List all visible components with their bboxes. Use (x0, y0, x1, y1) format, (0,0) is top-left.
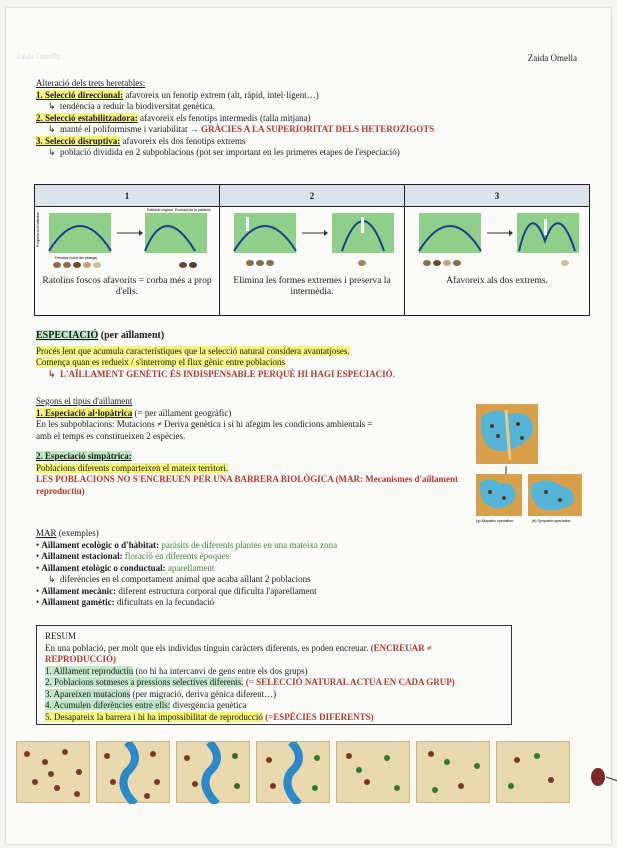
mar-item-name: Aïllament gamètic: (41, 597, 115, 608)
selection-2-sub-text: manté el poliformisme i variabilitat → (60, 124, 199, 135)
especiacio-section (36, 330, 584, 380)
selection-3-sub-text: població dividida en 2 subpoblacions (pot ser important en les primeres etapes de l'especiació) (60, 147, 400, 158)
mar-item-desc: aparellament (165, 562, 215, 573)
selection-1-sub (36, 101, 584, 113)
selection-2-desc: afavoreix els fenotips intermedis (talla mitjana) (137, 112, 311, 123)
tipus-section (36, 396, 476, 497)
return-arrow-icon: ↳ (48, 368, 56, 379)
mar-item-name: Aïllament ecològic o d'hàbitat: (41, 539, 160, 550)
resum-intro-note: (ENCREUAR ≠ REPRODUCCIÓ) (45, 642, 432, 665)
strip-tile-4 (256, 741, 330, 803)
selection-2-sub (36, 124, 584, 136)
column-caption: Ratolins foscos afavorits = corba més a prop d'ells. (42, 276, 212, 298)
return-arrow-icon: ↳ (48, 124, 56, 135)
selection-3-name: 3. Selecció disruptiva: (36, 135, 121, 146)
column-caption: Elimina les formes extremes i preserva la intermèdia. (233, 276, 391, 298)
mar-suffix: (exemples) (56, 528, 99, 538)
selection-2-name: 2. Selecció estabilitzadora: (36, 112, 138, 123)
simpatrica-line-1 (36, 463, 476, 475)
illus-label-allopatric: (a) Allopatric speciation (476, 519, 514, 523)
illus-label-sympatric: (b) Sympatric speciation (532, 519, 571, 523)
fig-x-axis: Fenotips (color del pelatge) (55, 256, 98, 260)
especiacio-suffix: (per aïllament) (98, 330, 165, 341)
especiacio-line-3 (36, 369, 584, 381)
table-column-3 (405, 185, 589, 315)
fig-label-original: Població original (147, 208, 173, 212)
resum-intro-text: En una població, per molt que els individus tinguin caràcters diferents, es poden encreuar. (45, 642, 369, 653)
directional-figure (35, 207, 219, 273)
resum-step (45, 689, 503, 701)
resum-step-tail: (= SELECCIÓ NATURAL ACTUA EN CADA GRUP) (243, 677, 455, 688)
resum-box (36, 625, 512, 725)
alopatrica-desc: (= per aïllament geogràfic) (132, 407, 232, 418)
alopatrica-line-2: amb el temps es constitueixen 2 espècies. (36, 430, 186, 441)
ghost-header: Zaida Omella (16, 52, 60, 61)
speciation-strip (16, 741, 606, 803)
return-arrow-icon: ↳ (48, 574, 56, 585)
mar-item: • Aïllament estacional: floració en diferents èpoques (36, 551, 230, 562)
strip-tile-beetles (576, 741, 617, 803)
tipus-title: Segons el tipus d'aïllament (36, 396, 133, 406)
especiacio-line-2 (36, 357, 584, 369)
selection-1-name: 1. Selecció direccional: (36, 89, 124, 100)
mar-item-name: Aïllament mecànic: (41, 585, 117, 596)
resum-step (45, 666, 503, 678)
simpatrica-line-1-text: Poblacions diferents comparteixen el mateix territori. (36, 462, 228, 473)
fig-y-axis: Freqüència d'individus (36, 212, 40, 247)
resum-step-tail: (=ESPÈCIES DIFERENTS) (262, 711, 374, 722)
alteracio-section (36, 78, 584, 159)
table-column-2 (220, 185, 405, 315)
especiacio-heading (36, 330, 584, 343)
especiacio-title: ESPECIACIÓ (36, 330, 99, 341)
mar-item: • Aïllament ecològic o d'hàbitat: paràsits de diferents plantes en una mateixa zona (36, 539, 338, 550)
selection-3 (36, 136, 584, 148)
column-number: 1 (35, 185, 219, 207)
resum-step-tail: divergència genètica (170, 700, 247, 711)
mar-section (36, 528, 584, 609)
simpatrica-barrier: LES POBLACIONS NO S'ENCREUEN PER UNA BARRERA BIOLÒGICA (MAR: Mecanismes d'aïllament reproductiu) (36, 474, 459, 496)
selection-3-desc: afavoreix els dos fenotips extrems (120, 135, 246, 146)
especiacio-line-1-text: Procés lent que acumula característiques que la selecció natural considera avantatjoses. (36, 345, 350, 356)
especiacio-line-2-text: Comença quan es redueix / s'interromp el flux gènic entre poblacions (36, 357, 286, 368)
strip-tile-1 (16, 741, 90, 803)
simpatrica-heading (36, 451, 476, 463)
mar-item: • Aïllament etològic o conductual: aparellament (36, 562, 215, 573)
resum-step-text: 3. Apareixen mutacions (45, 688, 131, 699)
alteracio-title: Alteració dels trets heretables: (36, 78, 146, 88)
mar-item-name: Aïllament estacional: (41, 551, 123, 562)
strip-tile-2 (96, 741, 170, 803)
strip-tile-6 (416, 741, 490, 803)
disruptive-figure (405, 207, 589, 273)
mar-item-desc: floració en diferents èpoques (122, 551, 230, 562)
resum-step (45, 677, 503, 689)
especiacio-line-1 (36, 346, 584, 358)
selection-1-desc: afavoreix un fenotip extrem (alt, ràpid, intel·ligent…) (123, 89, 319, 100)
resum-title: RESUM (45, 631, 77, 641)
column-number: 2 (220, 185, 404, 207)
selection-table (34, 184, 590, 316)
resum-step-tail: (no hi ha intercanvi de gens entre els dos grups) (133, 665, 308, 676)
heterozygote-note: GRÀCIES A LA SUPERIORITAT DELS HETEROZIGOTS (198, 124, 435, 135)
resum-step-tail: (per migració, deriva gènica diferent…) (130, 688, 277, 699)
column-caption: Afavoreix als dos extrems. (446, 276, 548, 286)
simpatrica-name: 2. Especiació simpàtrica: (36, 451, 132, 462)
author-name: Zaida Omella (527, 53, 577, 63)
selection-1 (36, 90, 584, 102)
mar-item-desc: paràsits de diferents plantes en una mateixa zona (159, 539, 338, 550)
selection-3-sub (36, 147, 584, 159)
resum-step-text: 1. Aïllament reproductiu (45, 665, 134, 676)
mar-title: MAR (36, 528, 57, 538)
table-column-1 (35, 185, 220, 315)
resum-step-text: 5. Desapareix la barrera i hi ha impossibilitat de reproducció (45, 711, 263, 722)
resum-step-text: 4. Acumulen diferències entre ells: (45, 700, 171, 711)
mar-item-sub-text: diferències en el comportament animal que acaba aïllant 2 poblacions (60, 574, 311, 585)
strip-tile-5 (336, 741, 410, 803)
resum-step (45, 700, 503, 712)
strip-tile-3 (176, 741, 250, 803)
mar-item: • Aïllament mecànic: diferent estructura corporal que dificulta l'aparellament (36, 585, 317, 596)
alopatrica-heading (36, 408, 476, 420)
column-number: 3 (405, 185, 589, 207)
mar-item: • Aïllament gamètic: dificultats en la fecundació (36, 597, 215, 608)
especiacio-key-point: L'AÏLLAMENT GENÈTIC ÉS INDISPENSABLE PERQUÈ HI HAGI ESPECIACIÓ. (60, 368, 395, 379)
mar-item-name: Aïllament etològic o conductual: (41, 562, 166, 573)
mar-heading (36, 528, 584, 540)
fig-label-evolved: Evolució de la població (175, 208, 211, 212)
alopatrica-line-1: En les subpoblacions: Mutacions ≠ Deriva genètica i si hi afegim les condicions ambientals = (36, 419, 373, 430)
stabilizing-figure (220, 207, 404, 273)
resum-intro (45, 643, 503, 666)
mar-item-sub (36, 574, 584, 586)
mar-item-desc: diferent estructura corporal que dificulta l'aparellament (116, 585, 317, 596)
mar-item-desc: dificultats en la fecundació (114, 597, 215, 608)
speciation-illustration (476, 404, 586, 524)
return-arrow-icon: ↳ (48, 147, 56, 158)
resum-step-text: 2. Poblacions sotmeses a pressions selectives diferents. (45, 677, 244, 688)
return-arrow-icon: ↳ (48, 101, 56, 112)
strip-tile-7 (496, 741, 570, 803)
selection-1-sub-text: tendència a reduir la biodiversitat genètica. (60, 101, 215, 112)
selection-2 (36, 113, 584, 125)
resum-step (45, 712, 503, 724)
alopatrica-name: 1. Especiació al·lopàtrica (36, 407, 133, 418)
